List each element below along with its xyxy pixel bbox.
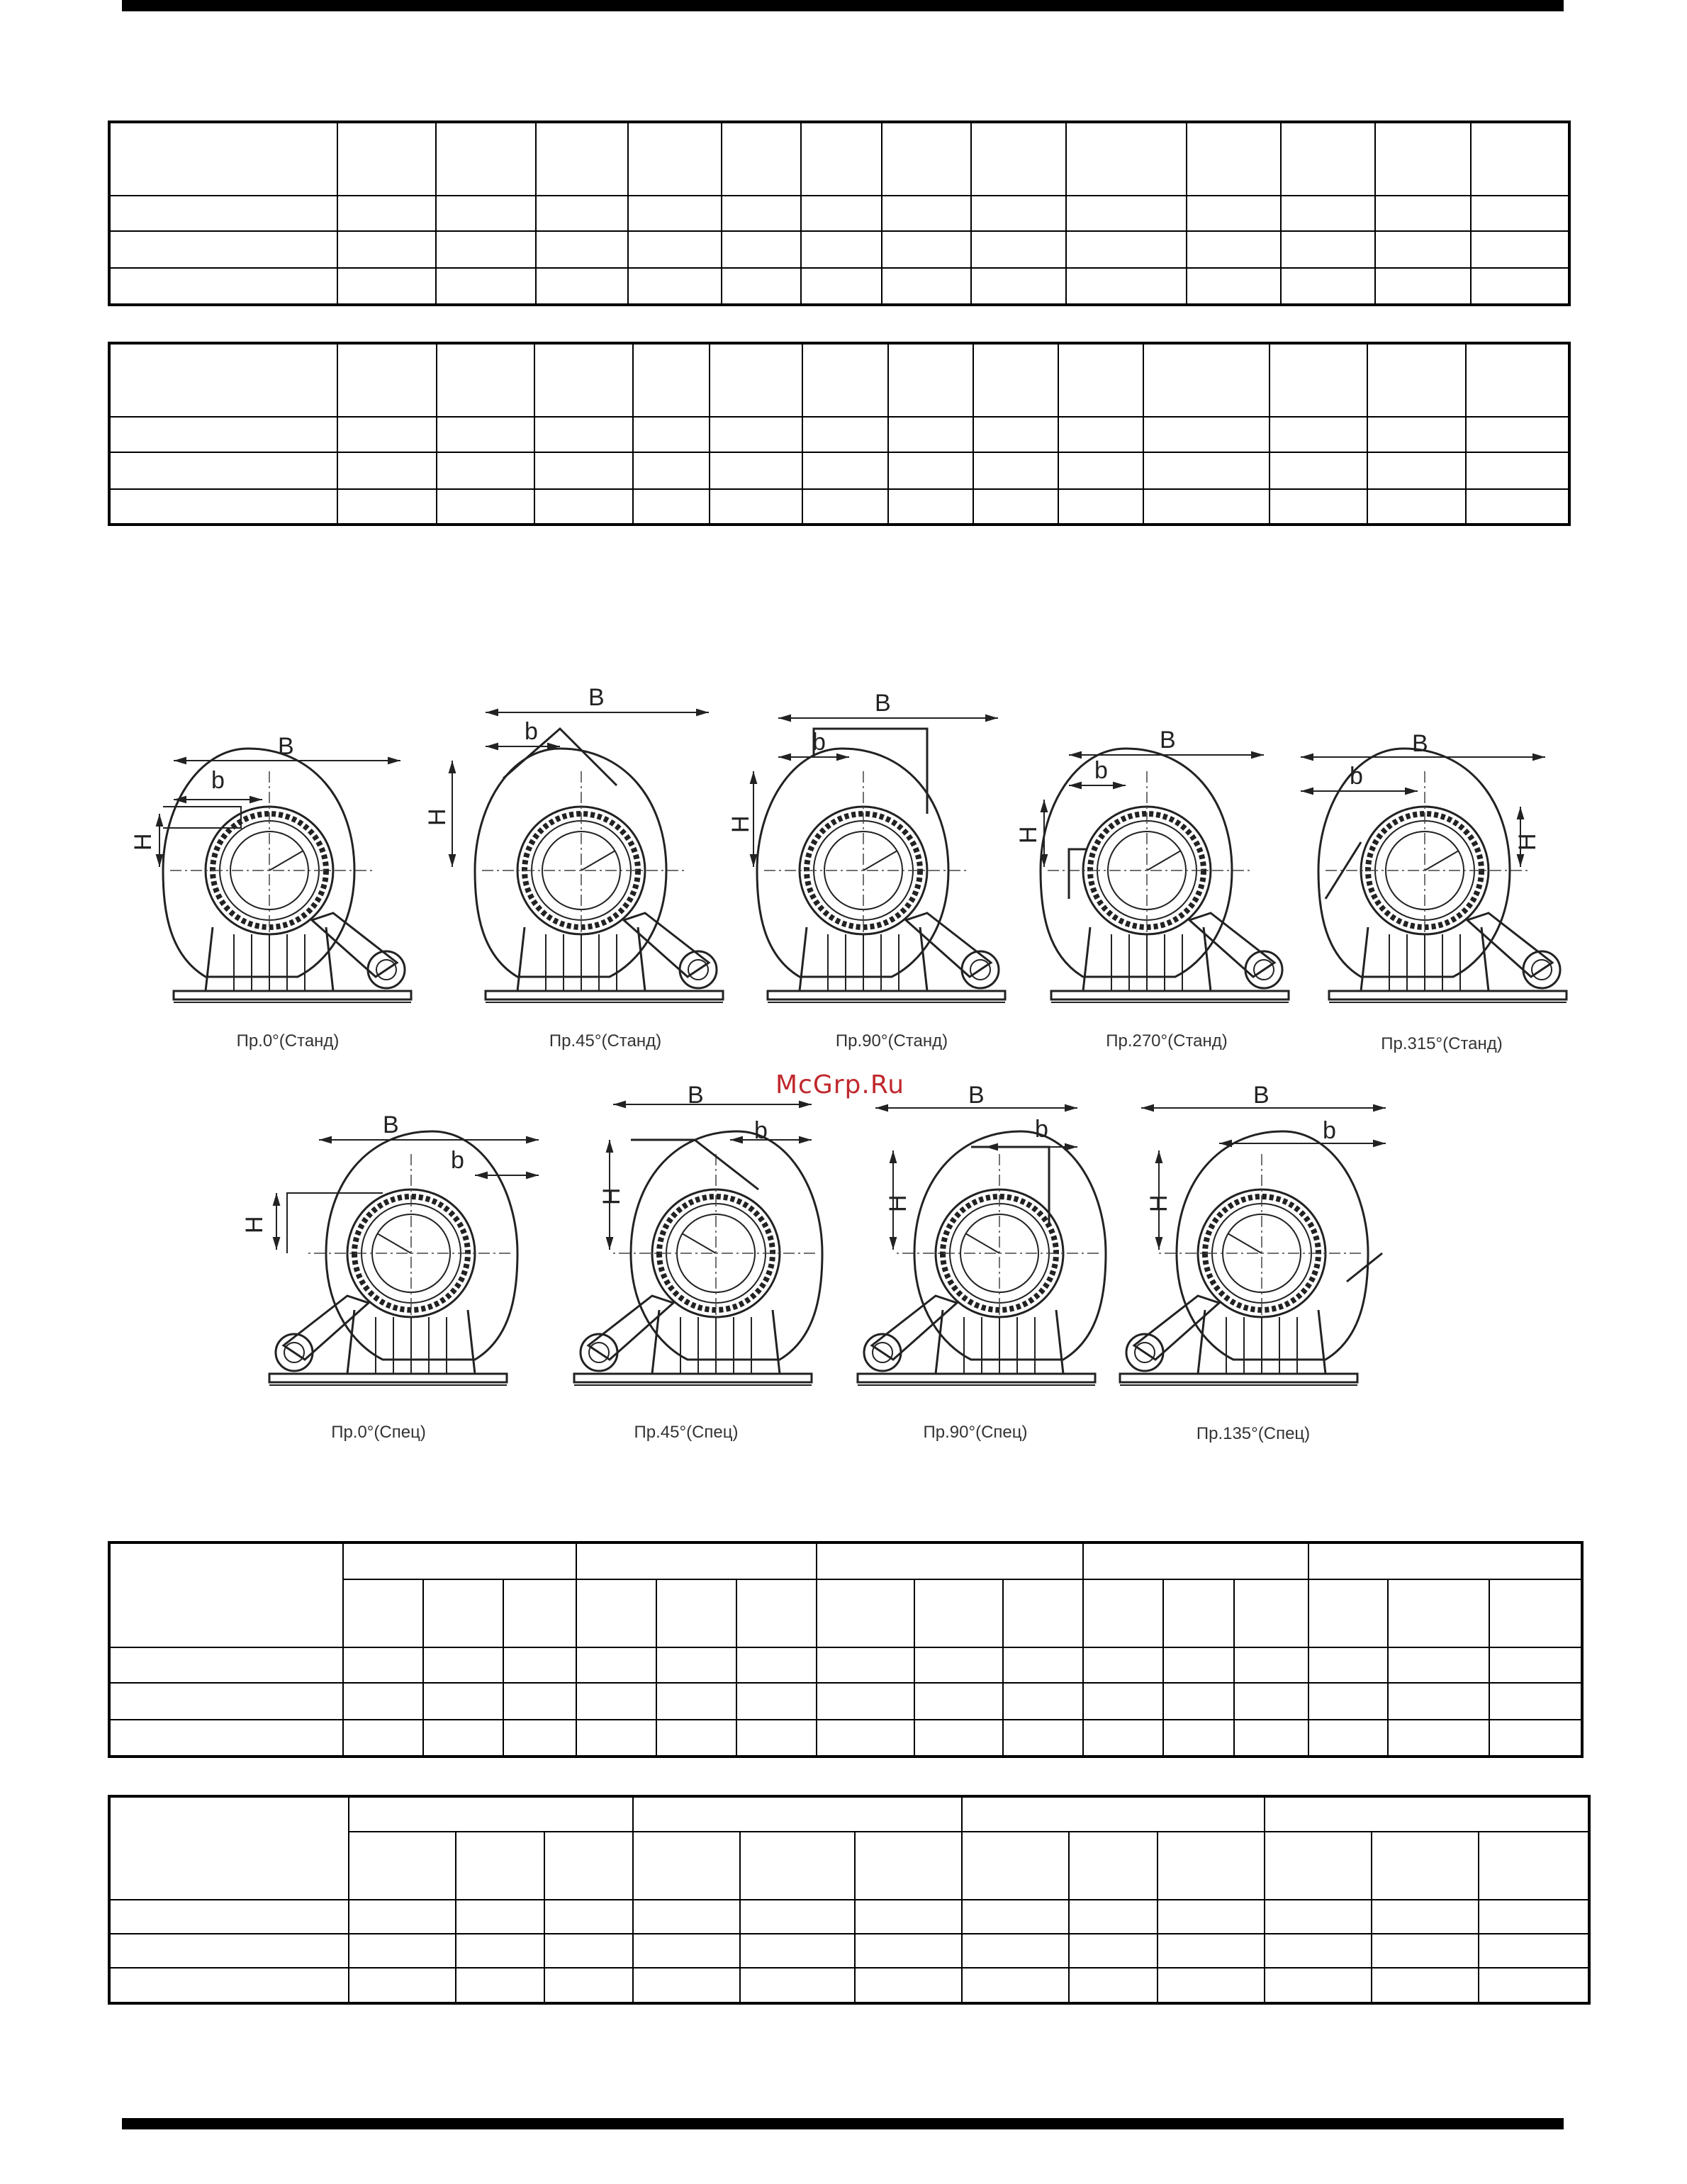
dim-label-H: H xyxy=(241,1216,268,1233)
dim-label-B: B xyxy=(875,690,891,717)
dim-label-b: b xyxy=(754,1117,768,1144)
fan-pr45-stand xyxy=(452,712,723,1002)
dim-label-b: b xyxy=(1035,1116,1048,1143)
fan-caption: Пр.0°(Спец) xyxy=(331,1423,426,1442)
dim-label-B: B xyxy=(688,1082,704,1109)
fan-caption: Пр.0°(Станд) xyxy=(236,1031,340,1051)
fan-pr135-spec xyxy=(1120,1108,1386,1385)
fan-caption: Пр.270°(Станд) xyxy=(1106,1031,1228,1051)
fan-caption: Пр.315°(Станд) xyxy=(1381,1034,1503,1053)
dim-label-H: H xyxy=(598,1187,625,1205)
fan-pr90-spec xyxy=(858,1108,1106,1385)
fan-pr270-stand xyxy=(1041,749,1289,1002)
fan-caption: Пр.45°(Спец) xyxy=(634,1423,739,1442)
dim-label-H: H xyxy=(424,808,451,826)
fan-pr0-spec xyxy=(269,1131,539,1385)
dim-label-B: B xyxy=(1160,727,1176,754)
fan-caption: Пр.90°(Станд) xyxy=(835,1031,948,1051)
dim-label-H: H xyxy=(1145,1194,1172,1212)
fan-caption: Пр.45°(Станд) xyxy=(549,1031,662,1051)
dim-label-b: b xyxy=(1323,1117,1336,1144)
dim-label-B: B xyxy=(278,733,294,760)
dim-label-H: H xyxy=(1514,833,1541,851)
dim-label-b: b xyxy=(812,729,826,756)
dim-label-b: b xyxy=(1350,763,1363,790)
fan-pr45-spec xyxy=(574,1104,822,1385)
dim-label-H: H xyxy=(727,815,754,833)
dim-label-B: B xyxy=(588,684,605,711)
dim-label-b: b xyxy=(211,767,225,794)
dim-label-b: b xyxy=(451,1147,464,1174)
dim-label-B: B xyxy=(1253,1082,1270,1109)
fan-caption: Пр.135°(Спец) xyxy=(1196,1424,1311,1443)
fan-pr90-stand xyxy=(753,718,1005,1002)
dim-label-H: H xyxy=(885,1194,912,1212)
fan-caption: Пр.90°(Спец) xyxy=(923,1423,1028,1442)
dim-label-B: B xyxy=(968,1082,985,1109)
fan-pr0-stand xyxy=(159,749,411,1002)
dim-label-H: H xyxy=(1015,826,1042,844)
dim-label-B: B xyxy=(1412,730,1428,757)
dim-label-H: H xyxy=(130,833,157,851)
dim-label-B: B xyxy=(383,1111,399,1138)
watermark: McGrp.Ru xyxy=(775,1070,905,1099)
dim-label-b: b xyxy=(1094,757,1108,784)
dim-label-b: b xyxy=(525,718,538,745)
fan-pr315-stand xyxy=(1301,749,1566,1002)
